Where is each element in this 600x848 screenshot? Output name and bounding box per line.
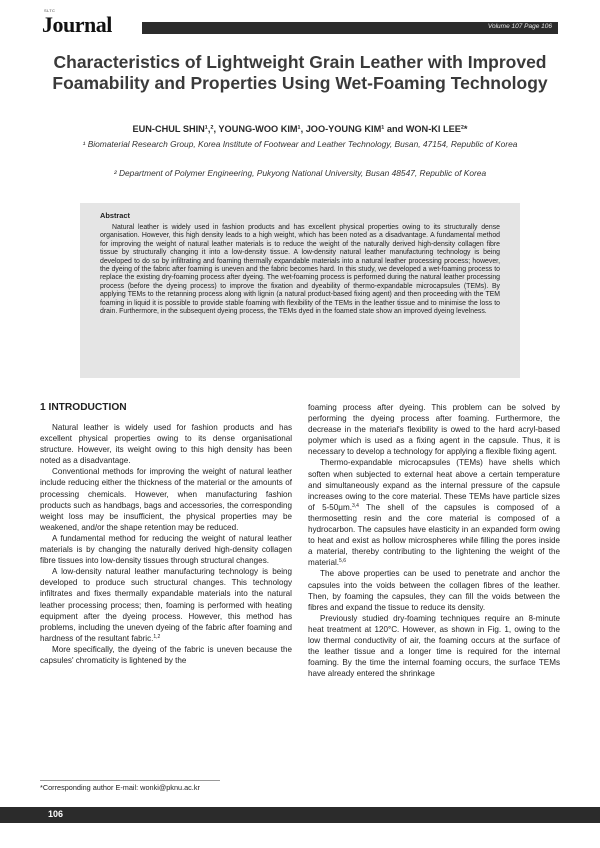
page-footer <box>0 807 600 823</box>
section-heading: 1 INTRODUCTION <box>40 402 127 413</box>
right-column <box>308 402 560 679</box>
logo-small-text: SLTC <box>44 8 56 13</box>
paragraph: More specifically, the dyeing of the fabric is uneven because the capsules' chromaticity is lightened by the <box>40 644 292 665</box>
citation: 5,6 <box>339 558 346 565</box>
paragraph: The above properties can be used to penetrate and anchor the capsules into the voids between the collagen fibres of the leather. Then, by foaming the capsules, they can fill the voids between the fibres and expand the tissue to reduce its density. <box>308 569 560 612</box>
paragraph: Previously studied dry-foaming techniques require an 8-minute heat treatment at 120°C. However, as shown in Fig. 1, owing to the low thermal conductivity of air, the foaming occurs at the surface of the leather tissue and a longer time is required for the internal foaming. By the time the internal foaming occurs, the surface TEMs have already entered the shrinkage <box>308 613 560 679</box>
citation: 3,4 <box>351 502 359 509</box>
affiliation-1: ¹ Biomaterial Research Group, Korea Institute of Footwear and Leather Technology, Busan, 47154, Republic of Korea <box>82 139 518 149</box>
paragraph <box>40 566 292 644</box>
abstract-box <box>80 203 520 378</box>
page-header <box>0 0 600 38</box>
left-column <box>40 402 292 666</box>
affiliation-2: ² Department of Polymer Engineering, Pukyong National University, Busan 48547, Republic of Korea <box>113 168 487 178</box>
paragraph: A fundamental method for reducing the weight of natural leather materials is by changing the naturally derived high-density collagen fibre tissues into low-density tissues through structural changes. <box>40 533 292 566</box>
paragraph <box>308 457 560 568</box>
abstract-text: Natural leather is widely used in fashion products and has excellent physical properties owing to its structurally dense organisation. However, this high density leads to a high weight, which has been noted as a disadvantage. A fundamental method for improving the weight of natural leather materials is to reduce the weight of the naturally derived high-density collagen fibre tissue by structurally changing it into a low-density tissue. A low-density natural leather manufacturing technology is being developed to do so by infiltrating and foaming thermally expandable materials into a natural leather processing process; however, the dyeing of the fabric after foaming is uneven and the fabric becomes hard. In this study, we developed a wet-foaming process to replace the existing dry-foaming process after dyeing. The wet-foaming process is performed during the natural leather processing process (before the dyeing process) to improve the fixation and dyeability of thermo-expandable microcapsules (TEMs). By applying TEMs to the retanning process along with lignin (a natural product-based fixing agent) and then proceeding with the TEM foaming in liquid it is possible to provide stable foaming with flexibility of the TEMs in the leather tissue and to minimise the loss to drain. Furthermore, in the subsequent dyeing process, the TEMs dyed in the foamed state show an improved dyeing levelness. <box>100 224 500 316</box>
header-bar <box>142 22 558 34</box>
paragraph: Conventional methods for improving the weight of natural leather include reducing either the thickness of the material or the amounts of processing chemicals. However, when manufacturing fashion products such as handbags, bags and accessories, the corresponding weight loss may be insufficient, the physical properties may be weakened, and/or the shape retention may be reduced. <box>40 467 292 532</box>
paragraph: foaming process after dyeing. This problem can be solved by performing the dyeing process after foaming. Furthermore, the decrease in the material's flexibility is owed to the hard acryl-based polymer which is used as a fixing agent in the capsule. Thus, it is necessary to develop a technology for applying a flexible fixing agent. <box>308 403 560 457</box>
paragraph-text: The shell of the capsules is composed of a thermosetting resin and the core material is composed of a hydrocarbon. The capsules have elasticity in an expanded form owing to heat and exist as hollow microspheres while filling the pores inside a material, thereby contributing to the lightening the weight of the material. <box>308 502 560 568</box>
volume-page: Volume 107 Page 106 <box>487 23 552 30</box>
logo-text: Journal <box>42 12 112 37</box>
corresponding-author-footnote: *Corresponding author E-mail: wonki@pknu.ac.kr <box>40 783 200 792</box>
footnote-divider <box>40 780 220 781</box>
citation: 1,2 <box>153 633 161 640</box>
paragraph: Natural leather is widely used for fashion products and has excellent physical properties owing to its dense organisational structure. However, its weight owing to this high density has been noted as a disadvantage. <box>40 423 292 466</box>
abstract-heading: Abstract <box>100 211 130 220</box>
authors: EUN-CHUL SHIN¹,², YOUNG-WOO KIM¹, JOO-YOUNG KIM¹ and WON-KI LEE²* <box>132 124 468 134</box>
page-number: 106 <box>48 809 64 819</box>
paper-title: Characteristics of Lightweight Grain Leather with Improved Foamability and Properties Using Wet-Foaming Technology <box>52 52 548 93</box>
paragraph-text: A low-density natural leather manufacturing technology is being developed to produce such structural changes. This technology infiltrates and fixes thermally expandable materials into the natural leather processing process; then, foaming is performed with heating equipment after the dyeing process. However, this method has problems, including the uneven dyeing of the fabric after foaming and hardness of the resultant fabric. <box>40 567 292 643</box>
paragraph-text: Thermo-expandable microcapsules (TEMs) have shells which soften when subjected to external heat above a certain temperature and simultaneously expand as the internal pressure of the capsule increases owing to the core material. These TEMs have particle sizes of 5-50μm. <box>308 458 560 512</box>
journal-logo <box>42 8 112 37</box>
